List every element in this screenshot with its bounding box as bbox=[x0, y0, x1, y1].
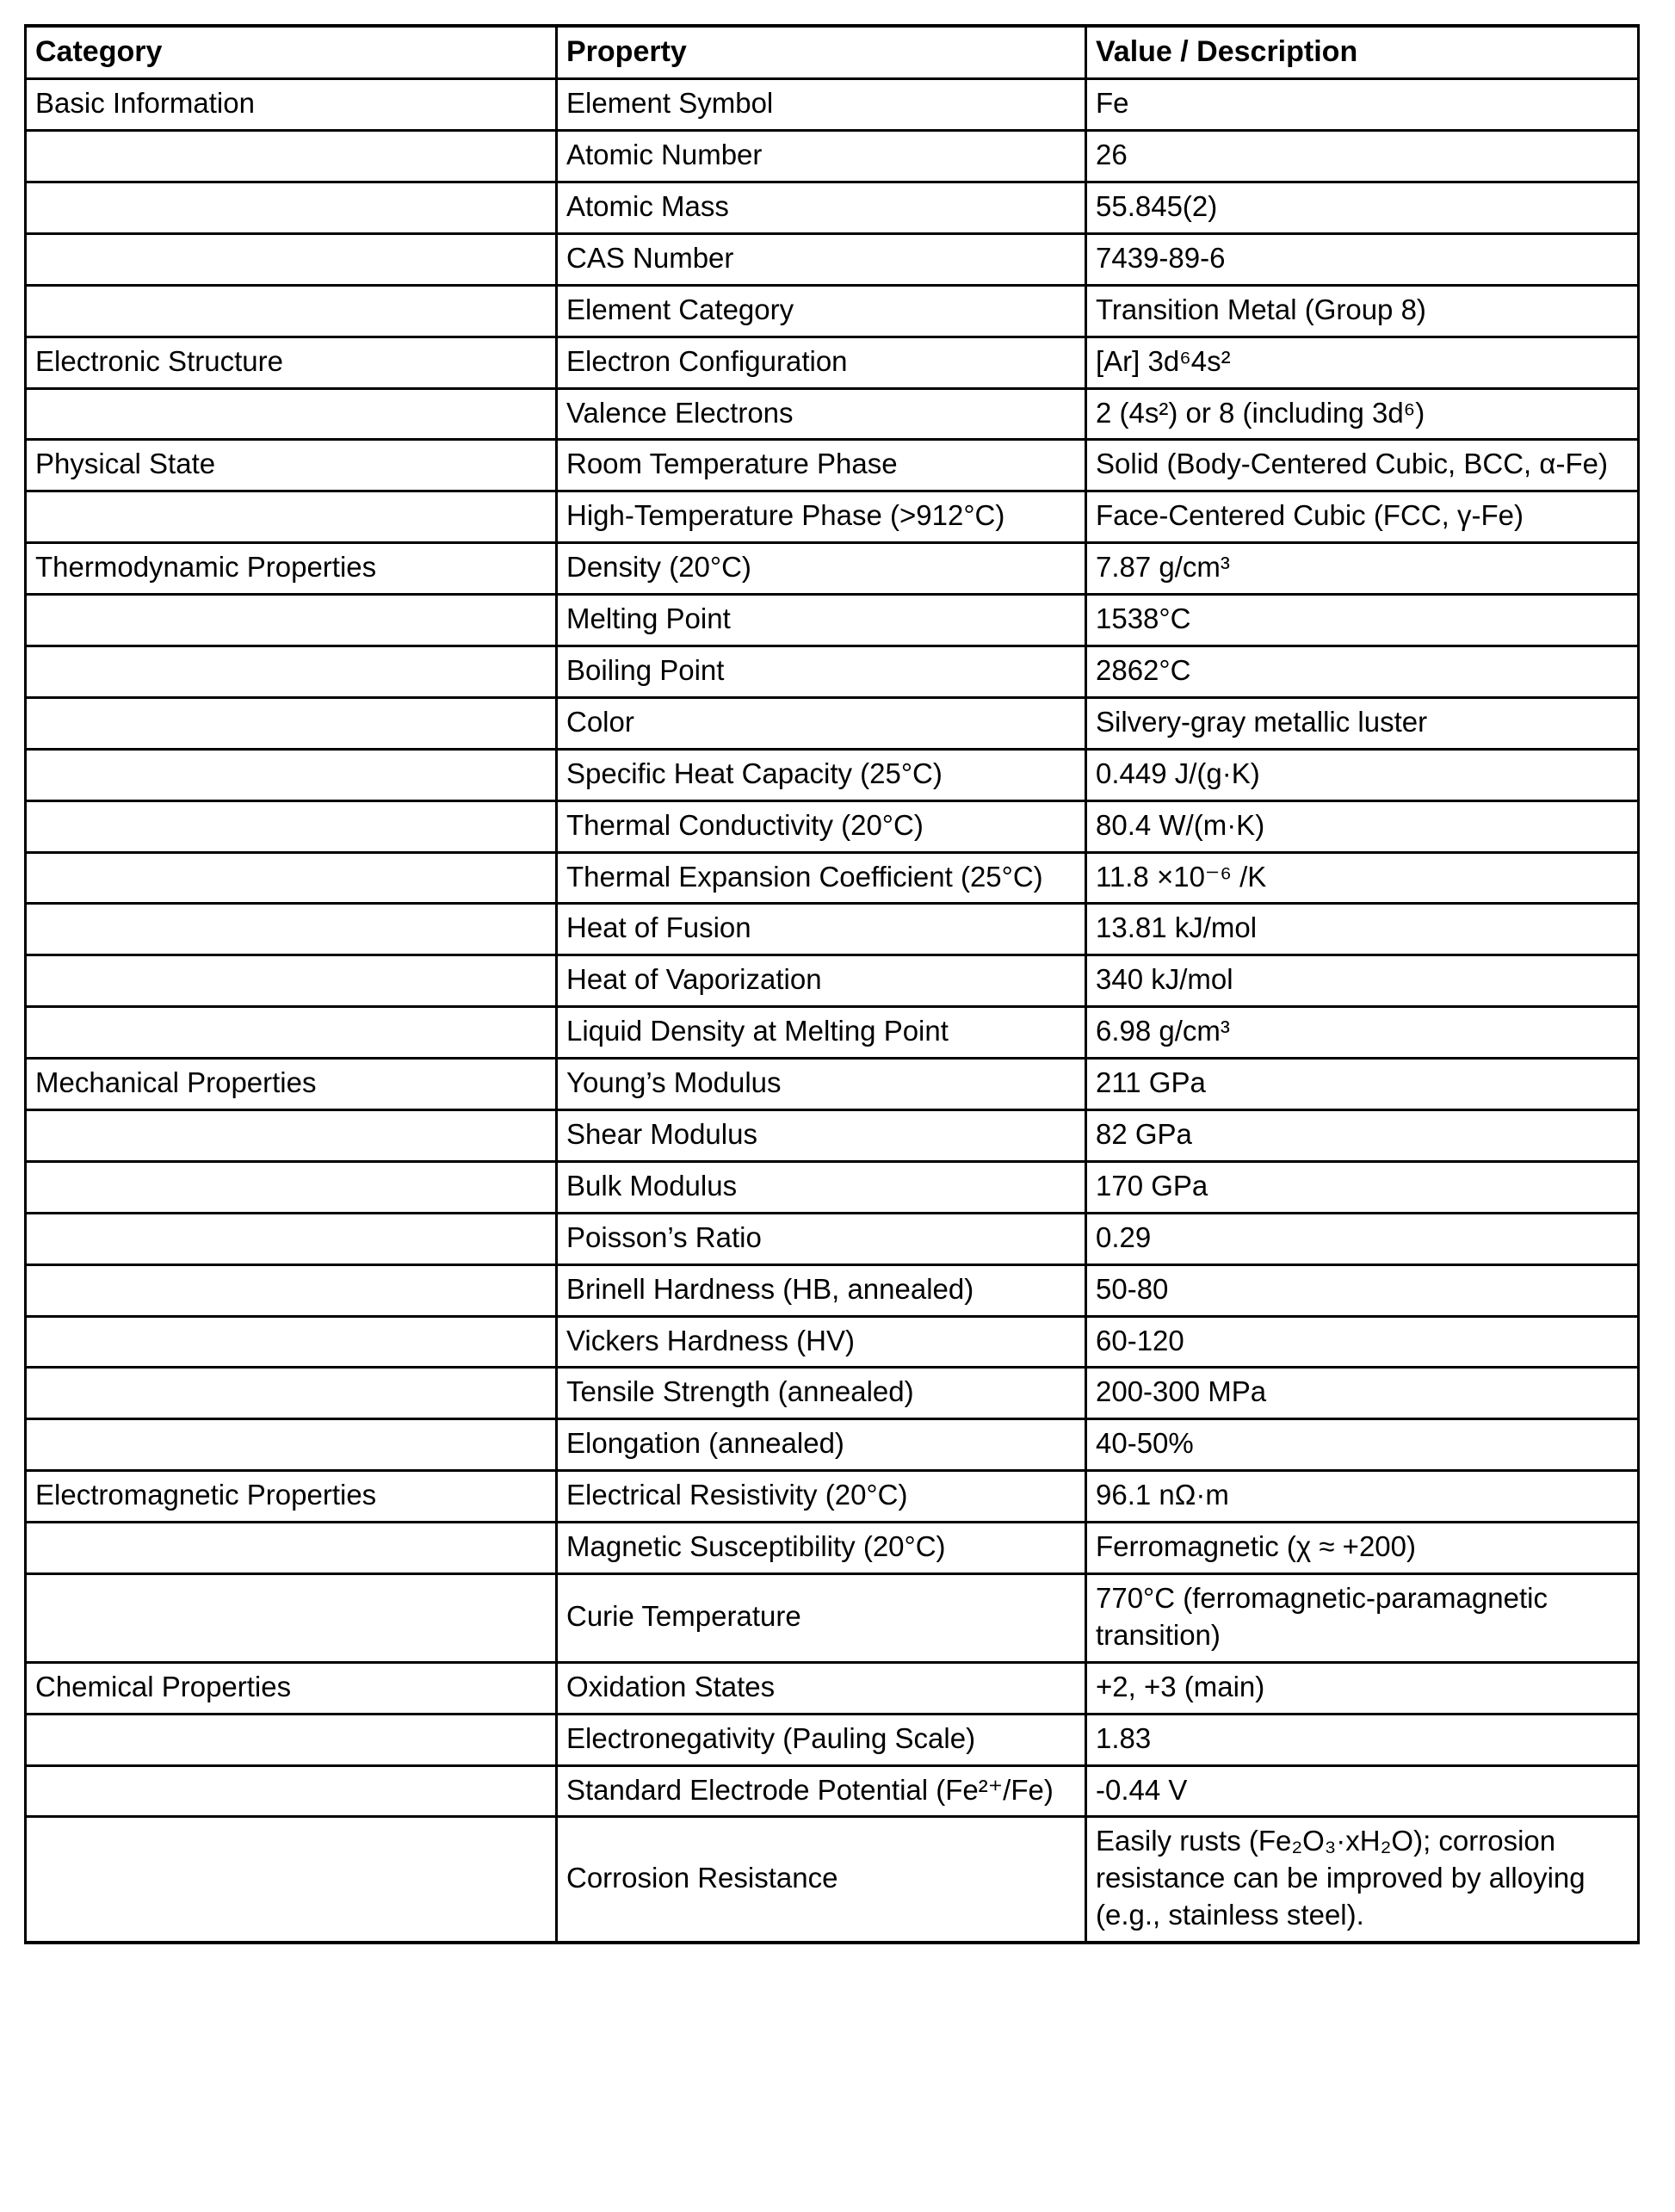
cell-category bbox=[26, 955, 557, 1007]
cell-value: 7.87 g/cm³ bbox=[1086, 543, 1639, 595]
cell-value: 60-120 bbox=[1086, 1316, 1639, 1368]
cell-value: 770°C (ferromagnetic-paramagnetic transition) bbox=[1086, 1574, 1639, 1663]
table-row bbox=[26, 285, 1639, 337]
cell-value: 55.845(2) bbox=[1086, 182, 1639, 233]
cell-category bbox=[26, 285, 557, 337]
cell-property: Electrical Resistivity (20°C) bbox=[557, 1471, 1086, 1523]
cell-value: Silvery-gray metallic luster bbox=[1086, 697, 1639, 749]
table-row bbox=[26, 955, 1639, 1007]
cell-property: Heat of Fusion bbox=[557, 904, 1086, 955]
cell-value: 340 kJ/mol bbox=[1086, 955, 1639, 1007]
cell-value: 0.449 J/(g·K) bbox=[1086, 749, 1639, 800]
cell-category bbox=[26, 1161, 557, 1213]
cell-category: Physical State bbox=[26, 440, 557, 491]
cell-value: 80.4 W/(m·K) bbox=[1086, 800, 1639, 852]
cell-value: 2862°C bbox=[1086, 646, 1639, 697]
table-row bbox=[26, 1419, 1639, 1471]
cell-category bbox=[26, 1110, 557, 1162]
cell-property: Brinell Hardness (HB, annealed) bbox=[557, 1264, 1086, 1316]
table-row bbox=[26, 1316, 1639, 1368]
cell-property: Standard Electrode Potential (Fe²⁺/Fe) bbox=[557, 1765, 1086, 1817]
cell-value: [Ar] 3d⁶4s² bbox=[1086, 337, 1639, 388]
cell-value: Transition Metal (Group 8) bbox=[1086, 285, 1639, 337]
table-row bbox=[26, 388, 1639, 440]
cell-property: Thermal Conductivity (20°C) bbox=[557, 800, 1086, 852]
table-row bbox=[26, 1471, 1639, 1523]
cell-property: Liquid Density at Melting Point bbox=[557, 1007, 1086, 1059]
cell-category bbox=[26, 904, 557, 955]
cell-value: Fe bbox=[1086, 79, 1639, 131]
cell-property: High-Temperature Phase (>912°C) bbox=[557, 491, 1086, 543]
cell-value: 0.29 bbox=[1086, 1213, 1639, 1264]
cell-category bbox=[26, 1523, 557, 1574]
cell-property: Curie Temperature bbox=[557, 1574, 1086, 1663]
cell-property: Vickers Hardness (HV) bbox=[557, 1316, 1086, 1368]
cell-value: Easily rusts (Fe₂O₃·xH₂O); corrosion resistance can be improved by alloying (e.g., stainless steel). bbox=[1086, 1817, 1639, 1943]
cell-property: Young’s Modulus bbox=[557, 1059, 1086, 1110]
table-row bbox=[26, 697, 1639, 749]
cell-category: Chemical Properties bbox=[26, 1662, 557, 1714]
cell-category bbox=[26, 800, 557, 852]
cell-value: 1.83 bbox=[1086, 1714, 1639, 1765]
cell-property: Shear Modulus bbox=[557, 1110, 1086, 1162]
table-row bbox=[26, 233, 1639, 285]
cell-property: Valence Electrons bbox=[557, 388, 1086, 440]
cell-value: 11.8 ×10⁻⁶ /K bbox=[1086, 852, 1639, 904]
cell-category: Basic Information bbox=[26, 79, 557, 131]
table-row bbox=[26, 595, 1639, 646]
cell-value: 13.81 kJ/mol bbox=[1086, 904, 1639, 955]
cell-property: Melting Point bbox=[557, 595, 1086, 646]
cell-value: 82 GPa bbox=[1086, 1110, 1639, 1162]
table-row bbox=[26, 543, 1639, 595]
cell-property: Tensile Strength (annealed) bbox=[557, 1368, 1086, 1419]
cell-value: 6.98 g/cm³ bbox=[1086, 1007, 1639, 1059]
cell-value: Face-Centered Cubic (FCC, γ-Fe) bbox=[1086, 491, 1639, 543]
cell-property: Element Symbol bbox=[557, 79, 1086, 131]
cell-category bbox=[26, 1765, 557, 1817]
table-row bbox=[26, 491, 1639, 543]
table-row bbox=[26, 800, 1639, 852]
cell-category bbox=[26, 749, 557, 800]
cell-category: Thermodynamic Properties bbox=[26, 543, 557, 595]
table-row bbox=[26, 749, 1639, 800]
table-row bbox=[26, 131, 1639, 182]
cell-property: Corrosion Resistance bbox=[557, 1817, 1086, 1943]
table-row bbox=[26, 1161, 1639, 1213]
column-header-category: Category bbox=[26, 26, 557, 79]
table-row bbox=[26, 182, 1639, 233]
table-row bbox=[26, 1714, 1639, 1765]
cell-category bbox=[26, 595, 557, 646]
cell-value: 7439-89-6 bbox=[1086, 233, 1639, 285]
table-row bbox=[26, 79, 1639, 131]
cell-property: Poisson’s Ratio bbox=[557, 1213, 1086, 1264]
cell-category bbox=[26, 1419, 557, 1471]
cell-category bbox=[26, 1574, 557, 1663]
cell-property: Density (20°C) bbox=[557, 543, 1086, 595]
cell-property: Atomic Number bbox=[557, 131, 1086, 182]
cell-value: Solid (Body-Centered Cubic, BCC, α-Fe) bbox=[1086, 440, 1639, 491]
cell-property: Bulk Modulus bbox=[557, 1161, 1086, 1213]
table-body bbox=[26, 79, 1639, 1943]
cell-value: -0.44 V bbox=[1086, 1765, 1639, 1817]
cell-property: Thermal Expansion Coefficient (25°C) bbox=[557, 852, 1086, 904]
cell-category bbox=[26, 1368, 557, 1419]
cell-value: 200-300 MPa bbox=[1086, 1368, 1639, 1419]
cell-property: Specific Heat Capacity (25°C) bbox=[557, 749, 1086, 800]
cell-value: 2 (4s²) or 8 (including 3d⁶) bbox=[1086, 388, 1639, 440]
cell-value: 211 GPa bbox=[1086, 1059, 1639, 1110]
cell-value: 1538°C bbox=[1086, 595, 1639, 646]
cell-value: 50-80 bbox=[1086, 1264, 1639, 1316]
cell-category bbox=[26, 182, 557, 233]
table-row bbox=[26, 1368, 1639, 1419]
cell-property: Room Temperature Phase bbox=[557, 440, 1086, 491]
cell-category bbox=[26, 646, 557, 697]
cell-property: Atomic Mass bbox=[557, 182, 1086, 233]
cell-category bbox=[26, 1264, 557, 1316]
table-row bbox=[26, 1213, 1639, 1264]
cell-category bbox=[26, 388, 557, 440]
table-row bbox=[26, 1574, 1639, 1663]
cell-value: 26 bbox=[1086, 131, 1639, 182]
cell-category bbox=[26, 852, 557, 904]
cell-value: 40-50% bbox=[1086, 1419, 1639, 1471]
cell-category bbox=[26, 1316, 557, 1368]
table-row bbox=[26, 1523, 1639, 1574]
cell-property: Element Category bbox=[557, 285, 1086, 337]
cell-property: Color bbox=[557, 697, 1086, 749]
table-row bbox=[26, 1765, 1639, 1817]
iron-properties-table bbox=[24, 24, 1640, 1944]
cell-category bbox=[26, 131, 557, 182]
cell-value: 96.1 nΩ·m bbox=[1086, 1471, 1639, 1523]
cell-property: Boiling Point bbox=[557, 646, 1086, 697]
cell-category: Electromagnetic Properties bbox=[26, 1471, 557, 1523]
cell-property: Electronegativity (Pauling Scale) bbox=[557, 1714, 1086, 1765]
cell-category bbox=[26, 697, 557, 749]
column-header-property: Property bbox=[557, 26, 1086, 79]
cell-property: CAS Number bbox=[557, 233, 1086, 285]
table-row bbox=[26, 337, 1639, 388]
table-row bbox=[26, 904, 1639, 955]
cell-value: +2, +3 (main) bbox=[1086, 1662, 1639, 1714]
cell-value: 170 GPa bbox=[1086, 1161, 1639, 1213]
cell-category bbox=[26, 233, 557, 285]
column-header-value: Value / Description bbox=[1086, 26, 1639, 79]
table-row bbox=[26, 1264, 1639, 1316]
cell-category bbox=[26, 1213, 557, 1264]
cell-property: Magnetic Susceptibility (20°C) bbox=[557, 1523, 1086, 1574]
cell-category: Mechanical Properties bbox=[26, 1059, 557, 1110]
cell-property: Electron Configuration bbox=[557, 337, 1086, 388]
table-row bbox=[26, 1817, 1639, 1943]
cell-category bbox=[26, 1714, 557, 1765]
cell-property: Elongation (annealed) bbox=[557, 1419, 1086, 1471]
cell-category: Electronic Structure bbox=[26, 337, 557, 388]
table-row bbox=[26, 852, 1639, 904]
cell-category bbox=[26, 491, 557, 543]
cell-value: Ferromagnetic (χ ≈ +200) bbox=[1086, 1523, 1639, 1574]
table-header bbox=[26, 26, 1639, 79]
table-row bbox=[26, 1662, 1639, 1714]
table-row bbox=[26, 1110, 1639, 1162]
table-row bbox=[26, 1007, 1639, 1059]
table-row bbox=[26, 440, 1639, 491]
cell-category bbox=[26, 1007, 557, 1059]
cell-category bbox=[26, 1817, 557, 1943]
table-header-row bbox=[26, 26, 1639, 79]
cell-property: Heat of Vaporization bbox=[557, 955, 1086, 1007]
table-row bbox=[26, 646, 1639, 697]
table-row bbox=[26, 1059, 1639, 1110]
cell-property: Oxidation States bbox=[557, 1662, 1086, 1714]
